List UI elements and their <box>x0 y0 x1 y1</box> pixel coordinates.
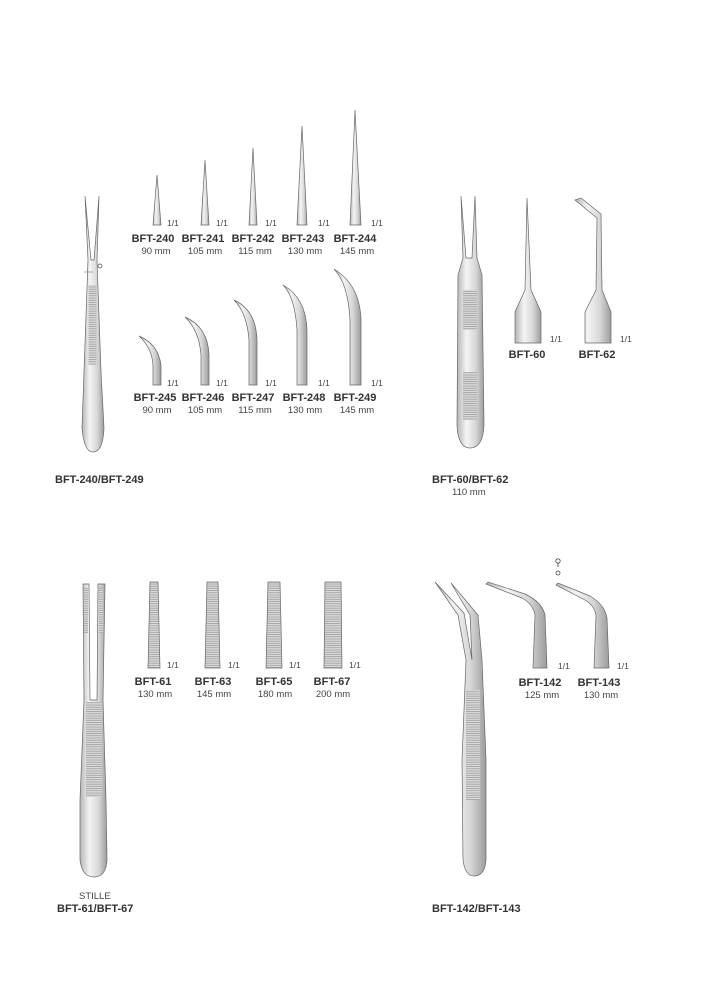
product-length: 115 mm <box>238 246 272 257</box>
product-code: BFT-65 <box>255 676 293 688</box>
tips-curved-245-249 <box>139 269 361 385</box>
product-code: BFT-247 <box>231 392 275 404</box>
product-code: BFT-241 <box>181 233 225 245</box>
product-length: 90 mm <box>142 405 172 416</box>
product-length: 105 mm <box>187 405 223 416</box>
scale-label: 1/1 <box>318 378 330 388</box>
forceps-bft-142-143 <box>435 582 486 876</box>
scale-label: 1/1 <box>167 378 179 388</box>
product-length: 115 mm <box>238 405 272 416</box>
product-code: BFT-240 <box>131 233 175 245</box>
forceps-bft-240-249 <box>82 196 104 452</box>
product-code: BFT-62 <box>578 349 616 361</box>
group-title: BFT-142/BFT-143 <box>432 903 521 915</box>
product-code: BFT-243 <box>281 233 325 245</box>
product-length: 125 mm <box>524 690 560 701</box>
scale-label: 1/1 <box>216 218 228 228</box>
tips-straight-240-244 <box>153 110 361 225</box>
scale-label: 1/1 <box>371 218 383 228</box>
group-title: BFT-60/BFT-62 <box>432 474 509 486</box>
scale-label: 1/1 <box>349 660 361 670</box>
product-code: BFT-63 <box>194 676 232 688</box>
product-code: BFT-246 <box>181 392 225 404</box>
product-length: 105 mm <box>187 246 223 257</box>
scale-label: 1/1 <box>371 378 383 388</box>
group-subtitle: 110 mm <box>452 487 486 498</box>
scale-label: 1/1 <box>228 660 240 670</box>
scale-label: 1/1 <box>558 661 570 671</box>
product-length: 200 mm <box>315 689 351 700</box>
scale-label: 1/1 <box>265 218 277 228</box>
product-length: 180 mm <box>257 689 293 700</box>
scale-label: 1/1 <box>620 334 632 344</box>
product-code: BFT-67 <box>313 676 351 688</box>
product-code: BFT-143 <box>577 677 621 689</box>
product-length: 130 mm <box>137 689 173 700</box>
group-title: BFT-240/BFT-249 <box>55 474 144 486</box>
scale-label: 1/1 <box>167 218 179 228</box>
product-length: 145 mm <box>196 689 232 700</box>
product-code: BFT-61 <box>134 676 172 688</box>
product-length: 130 mm <box>287 246 323 257</box>
product-code: BFT-249 <box>333 392 377 404</box>
forceps-bft-61-67 <box>80 584 107 877</box>
teeth-icon <box>556 559 560 575</box>
product-length: 145 mm <box>339 246 375 257</box>
group-title: BFT-61/BFT-67 <box>57 903 134 915</box>
product-code: BFT-248 <box>282 392 326 404</box>
product-code: BFT-242 <box>231 233 275 245</box>
tips-bft-61-67 <box>148 582 342 668</box>
product-code: BFT-244 <box>333 233 377 245</box>
scale-label: 1/1 <box>617 661 629 671</box>
scale-label: 1/1 <box>550 334 562 344</box>
group-pretitle: STILLE <box>79 891 111 902</box>
product-length: 130 mm <box>287 405 323 416</box>
product-length: 130 mm <box>583 690 619 701</box>
tips-bft-142-143 <box>486 582 609 668</box>
scale-label: 1/1 <box>167 660 179 670</box>
product-code: BFT-142 <box>518 677 562 689</box>
scale-label: 1/1 <box>216 378 228 388</box>
product-length: 90 mm <box>141 246 171 257</box>
forceps-bft-60-62 <box>457 196 484 448</box>
product-code: BFT-60 <box>508 349 546 361</box>
scale-label: 1/1 <box>318 218 330 228</box>
scale-label: 1/1 <box>289 660 301 670</box>
product-length: 145 mm <box>339 405 375 416</box>
tips-bft-60-62 <box>515 198 611 343</box>
scale-label: 1/1 <box>265 378 277 388</box>
product-code: BFT-245 <box>133 392 177 404</box>
